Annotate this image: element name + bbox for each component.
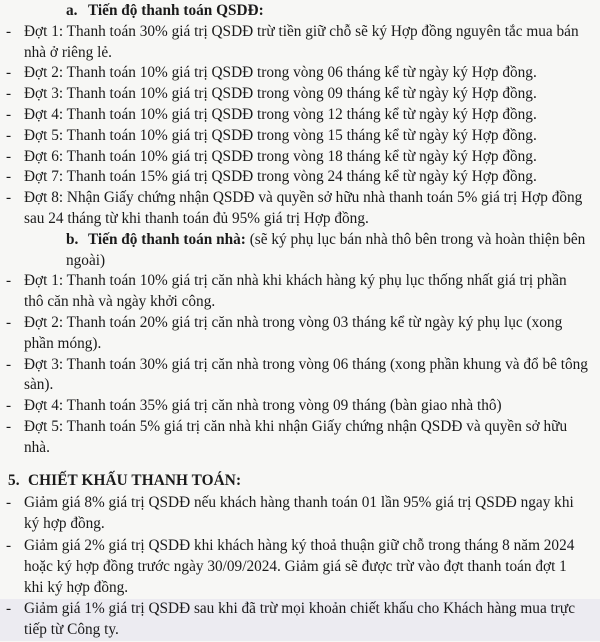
list-item: - Đợt 6: Thanh toán 10% giá trị QSDĐ trong vòng 18 tháng kể từ ngày ký Hợp đồng. (6, 147, 537, 165)
section-5-heading (0, 471, 600, 492)
section-a-heading (0, 1, 600, 22)
list-item: - Đợt 2: Thanh toán 20% giá trị căn nhà trong vòng 03 tháng kể từ ngày ký phụ lục (xong phần móng). (6, 313, 563, 352)
list-item: - Đợt 8: Nhận Giấy chứng nhận QSDĐ và quyền sở hữu nhà thanh toán 5% giá trị Hợp đồng sau 24 tháng từ khi thanh toán đủ 95% giá trị Hợp đồng. (6, 189, 583, 227)
list-item: - Đợt 5: Thanh toán 5% giá trị căn nhà khi nhận Giấy chứng nhận QSDĐ và quyền sở hữu nhà. (6, 417, 568, 456)
section-b-heading (0, 230, 600, 272)
list-item: - Giảm giá 2% giá trị QSDĐ khi khách hàng ký thoả thuận giữ chỗ trong tháng 8 năm 2024 hoặc ký hợp đồng trước ngày 30/09/2024. Giảm giá sẽ được trừ vào đợt thanh toán đợt 1 khi ký hợp đồng. (6, 536, 575, 596)
document-page (0, 1, 600, 642)
section-a-list (0, 22, 600, 230)
section-5-number: 5. (8, 471, 20, 489)
list-item: - Đợt 7: Thanh toán 15% giá trị QSDĐ trong vòng 24 tháng kể từ ngày ký Hợp đồng. (6, 168, 537, 186)
list-item: - Giảm giá 1% giá trị QSDĐ sau khi đã trừ mọi khoản chiết khấu cho Khách hàng mua trực tiếp từ Công ty. (0, 599, 600, 641)
section-5-title: CHIẾT KHẤU THANH TOÁN: (28, 471, 242, 489)
section-a-label: a. (66, 2, 78, 19)
section-5-list (0, 493, 600, 641)
list-item: - Đợt 1: Thanh toán 30% giá trị QSDĐ trừ tiền giữ chỗ sẽ ký Hợp đồng nguyên tắc mua bán nhà ở riêng lẻ. (6, 22, 579, 61)
list-item: - Giảm giá 8% giá trị QSDĐ nếu khách hàng thanh toán 01 lần 95% giá trị QSDĐ ngay khi ký hợp đồng. (6, 494, 574, 533)
list-item: - Đợt 3: Thanh toán 10% giá trị QSDĐ trong vòng 09 tháng kể từ ngày ký Hợp đồng. (6, 85, 537, 103)
section-b-note: (sẽ ký phụ lục bán nhà thô bên trong và hoàn thiện bên ngoài) (66, 230, 586, 269)
section-b-title: Tiến độ thanh toán nhà: (88, 230, 246, 248)
list-item: - Đợt 4: Thanh toán 10% giá trị QSDĐ trong vòng 12 tháng kể từ ngày ký Hợp đồng. (6, 105, 537, 123)
list-item: - Đợt 1: Thanh toán 10% giá trị căn nhà khi khách hàng ký phụ lục thống nhất giá trị phần thô căn nhà và ngày khởi công. (6, 272, 567, 311)
section-a-title: Tiến độ thanh toán QSDĐ: (88, 2, 264, 19)
list-item: - Đợt 4: Thanh toán 35% giá trị căn nhà trong vòng 09 tháng (bàn giao nhà thô) (6, 397, 502, 415)
section-b-list (0, 271, 600, 458)
list-item: - Đợt 5: Thanh toán 10% giá trị QSDĐ trong vòng 15 tháng kể từ ngày ký Hợp đồng. (6, 126, 537, 144)
list-item: - Đợt 3: Thanh toán 30% giá trị căn nhà trong vòng 06 tháng (xong phần khung và đổ bê tông sàn). (6, 355, 588, 394)
list-item: - Đợt 2: Thanh toán 10% giá trị QSDĐ trong vòng 06 tháng kể từ ngày ký Hợp đồng. (6, 64, 537, 82)
section-b-label: b. (66, 230, 79, 248)
